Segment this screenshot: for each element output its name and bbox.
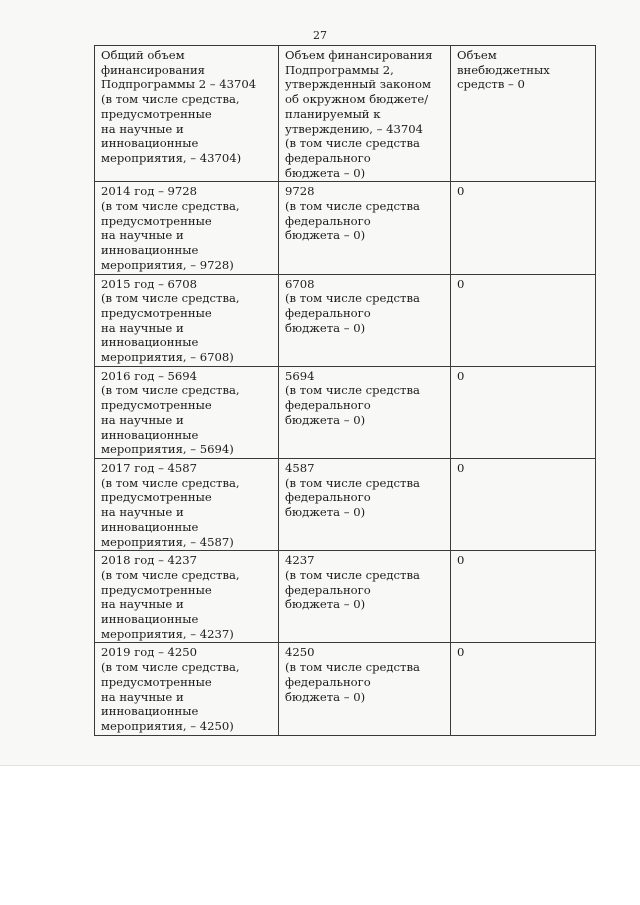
table-row	[95, 458, 596, 550]
table-row	[95, 551, 596, 643]
year-budget-cell: 5694 (в том числе средства федерального бюджета – 0)	[279, 366, 451, 458]
year-extra-cell: 0	[451, 182, 596, 274]
year-budget-cell: 9728 (в том числе средства федерального бюджета – 0)	[279, 182, 451, 274]
year-total-cell: 2019 год – 4250 (в том числе средства, предусмотренные на научные и инновационные мероприятия, – 4250)	[95, 643, 279, 735]
year-total-cell: 2018 год – 4237 (в том числе средства, предусмотренные на научные и инновационные мероприятия, – 4237)	[95, 551, 279, 643]
year-extra-cell: 0	[451, 274, 596, 366]
year-extra-cell: 0	[451, 458, 596, 550]
year-budget-cell: 4250 (в том числе средства федерального бюджета – 0)	[279, 643, 451, 735]
year-extra-cell: 0	[451, 643, 596, 735]
year-total-cell: 2016 год – 5694 (в том числе средства, предусмотренные на научные и инновационные мероприятия, – 5694)	[95, 366, 279, 458]
year-budget-cell: 4237 (в том числе средства федерального бюджета – 0)	[279, 551, 451, 643]
year-budget-cell: 6708 (в том числе средства федерального бюджета – 0)	[279, 274, 451, 366]
year-extra-cell: 0	[451, 551, 596, 643]
table-row	[95, 182, 596, 274]
page-number: 27	[313, 29, 327, 42]
year-budget-cell: 4587 (в том числе средства федерального бюджета – 0)	[279, 458, 451, 550]
table-row	[95, 366, 596, 458]
header-total-cell: Общий объем финансирования Подпрограммы 2 – 43704 (в том числе средства, предусмотренные на научные и инновационные мероприятия, – 43704)	[95, 46, 279, 182]
year-total-cell: 2014 год – 9728 (в том числе средства, предусмотренные на научные и инновационные мероприятия, – 9728)	[95, 182, 279, 274]
header-budget-cell: Объем финансирования Подпрограммы 2, утвержденный законом об окружном бюджете/ планируемый к утверждению, – 43704 (в том числе средства федерального бюджета – 0)	[279, 46, 451, 182]
year-total-cell: 2015 год – 6708 (в том числе средства, предусмотренные на научные и инновационные мероприятия, – 6708)	[95, 274, 279, 366]
year-total-cell: 2017 год – 4587 (в том числе средства, предусмотренные на научные и инновационные мероприятия, – 4587)	[95, 458, 279, 550]
header-extra-cell: Объем внебюджетных средств – 0	[451, 46, 596, 182]
table-row	[95, 274, 596, 366]
table-row	[95, 643, 596, 735]
table-header-row	[95, 46, 596, 182]
financing-table	[94, 45, 596, 736]
year-extra-cell: 0	[451, 366, 596, 458]
